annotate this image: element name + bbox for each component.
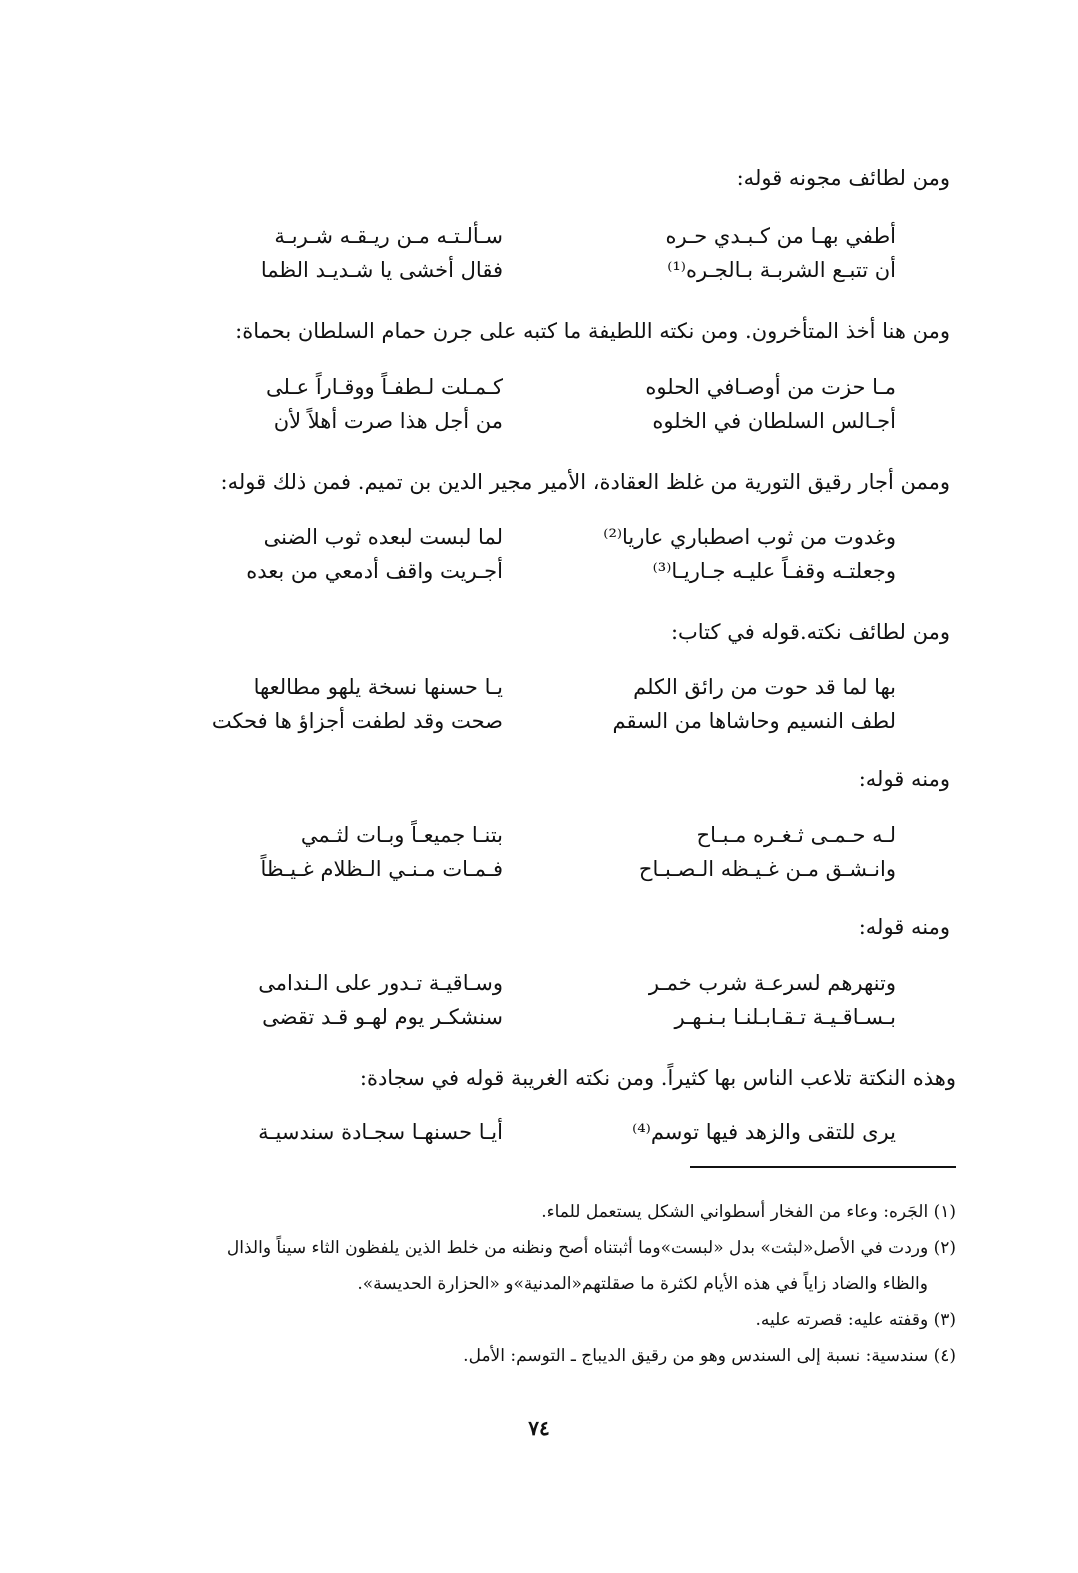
verse-3 [0,522,1078,588]
verse-hemistich: فـمـات مـنـي الـظلام غـيـظاً [260,857,503,881]
verse-hemistich: بـسـاقـيـة تـقـابـلنـا بـنـهـر [674,1005,896,1029]
footnote-2-continued: والظاء والضاد زاياً في هذه الأيام لكثرة ما صقلتهم«المدنية»و «الحزارة الحديسة». [357,1274,928,1294]
verse-hemistich: بها لما قد حوت من رائق الكلم [633,675,896,699]
footnote-1: (١) الجَره: وعاء من الفخار أسطواني الشكل يستعمل للماء. [541,1202,956,1222]
verse-hemistich: من أجل هذا صرت أهلاً لأن [273,409,503,433]
paragraph: وممن أجار رقيق التورية من غلظ العقادة، الأمير مجير الدين بن تميم. فمن ذلك قوله: [220,470,950,494]
verse-hemistich: لـه حـمـى ثـغـره مـبـاح [696,823,896,847]
verse-2 [0,372,1078,438]
paragraph: ومنه قوله: [858,767,950,791]
verse-hemistich: مـا حزت من أوصـافي الحلوه [645,375,896,399]
footnote-2: (٢) وردت في الأصل«لبثت» بدل «لبست»وما أثبتناه أصح ونظنه من خلط الذين يلفظون الثاء سيناً والذال [226,1238,956,1258]
verse-5 [0,820,1078,886]
verse-hemistich: وتنهرهم لسرعـة شرب خمـر [648,971,896,995]
verse-hemistich: بتنـا جميعـاً وبـات لثـمي [300,823,503,847]
verse-hemistich: لطف النسيم وحاشاها من السقم [612,709,896,733]
verse-hemistich: يرى للتقى والزهد فيها توسم⁽⁴⁾ [632,1120,896,1144]
paragraph: ومن هنا أخذ المتأخرون. ومن نكته اللطيفة ما كتبه على جرن حمام السلطان بحماة: [235,319,950,343]
paragraph: ومن لطائف نكته.قوله في كتاب: [670,620,950,644]
verse-hemistich: أيـا حسنهـا سجـادة سندسيـة [258,1120,503,1144]
verse-hemistich: سنشكـر يوم لهـو قـد تقضى [262,1005,503,1029]
verse-hemistich: وغدوت من ثوب اصطباري عاريا⁽²⁾ [603,525,896,549]
verse-hemistich: أن تتبـع الشربـة بـالجـره⁽¹⁾ [667,258,896,282]
verse-hemistich: أجـريت واقف أدمعي من بعده [246,559,503,583]
paragraph: وهذه النكتة تلاعب الناس بها كثيراً. ومن نكته الغريبة قوله في سجادة: [359,1066,956,1090]
verse-hemistich: لما لبست لبعده ثوب الضنى [263,525,503,549]
footnote-3: (٣) وقفته عليه: قصرته عليه. [755,1310,956,1330]
verse-hemistich: أطفي بهـا من كـبـدي حـره [665,224,896,248]
verse-hemistich: وسـاقيـة تـدور على الـندامى [258,971,503,995]
verse-hemistich: يـا حسنها نسخة يلهو مطالعها [253,675,503,699]
page-number: ٧٤ [528,1416,550,1440]
intro-paragraph: ومن لطائف مجونه قوله: [736,166,950,190]
verse-1 [0,221,1078,287]
verse-hemistich: كـمـلت لـطفـاً ووقـاراً عـلى [266,375,503,399]
verse-hemistich: فقال أخشى يا شـديـد الظما [260,258,503,282]
paragraph: ومنه قوله: [858,915,950,939]
verse-hemistich: وانـشـق مـن غـيـظه الـصـبـاح [638,857,896,881]
verse-6 [0,968,1078,1034]
verse-7 [0,1117,1078,1183]
verse-4 [0,672,1078,738]
verse-hemistich: أجـالس السلطان في الخلوه [652,409,896,433]
footnote-4: (٤) سندسية: نسبة إلى السندس وهو من رقيق الديباج ـ التوسم: الأمل. [463,1346,956,1366]
footnote-divider [690,1166,956,1168]
verse-hemistich: وجعلتـه وقفـاً عليـه جـاريـا⁽³⁾ [652,559,896,583]
verse-hemistich: سـألـتـه مـن ريـقـه شـربـة [274,224,503,248]
verse-hemistich: صحت وقد لطفت أجزاؤ ها فحكت [211,709,503,733]
